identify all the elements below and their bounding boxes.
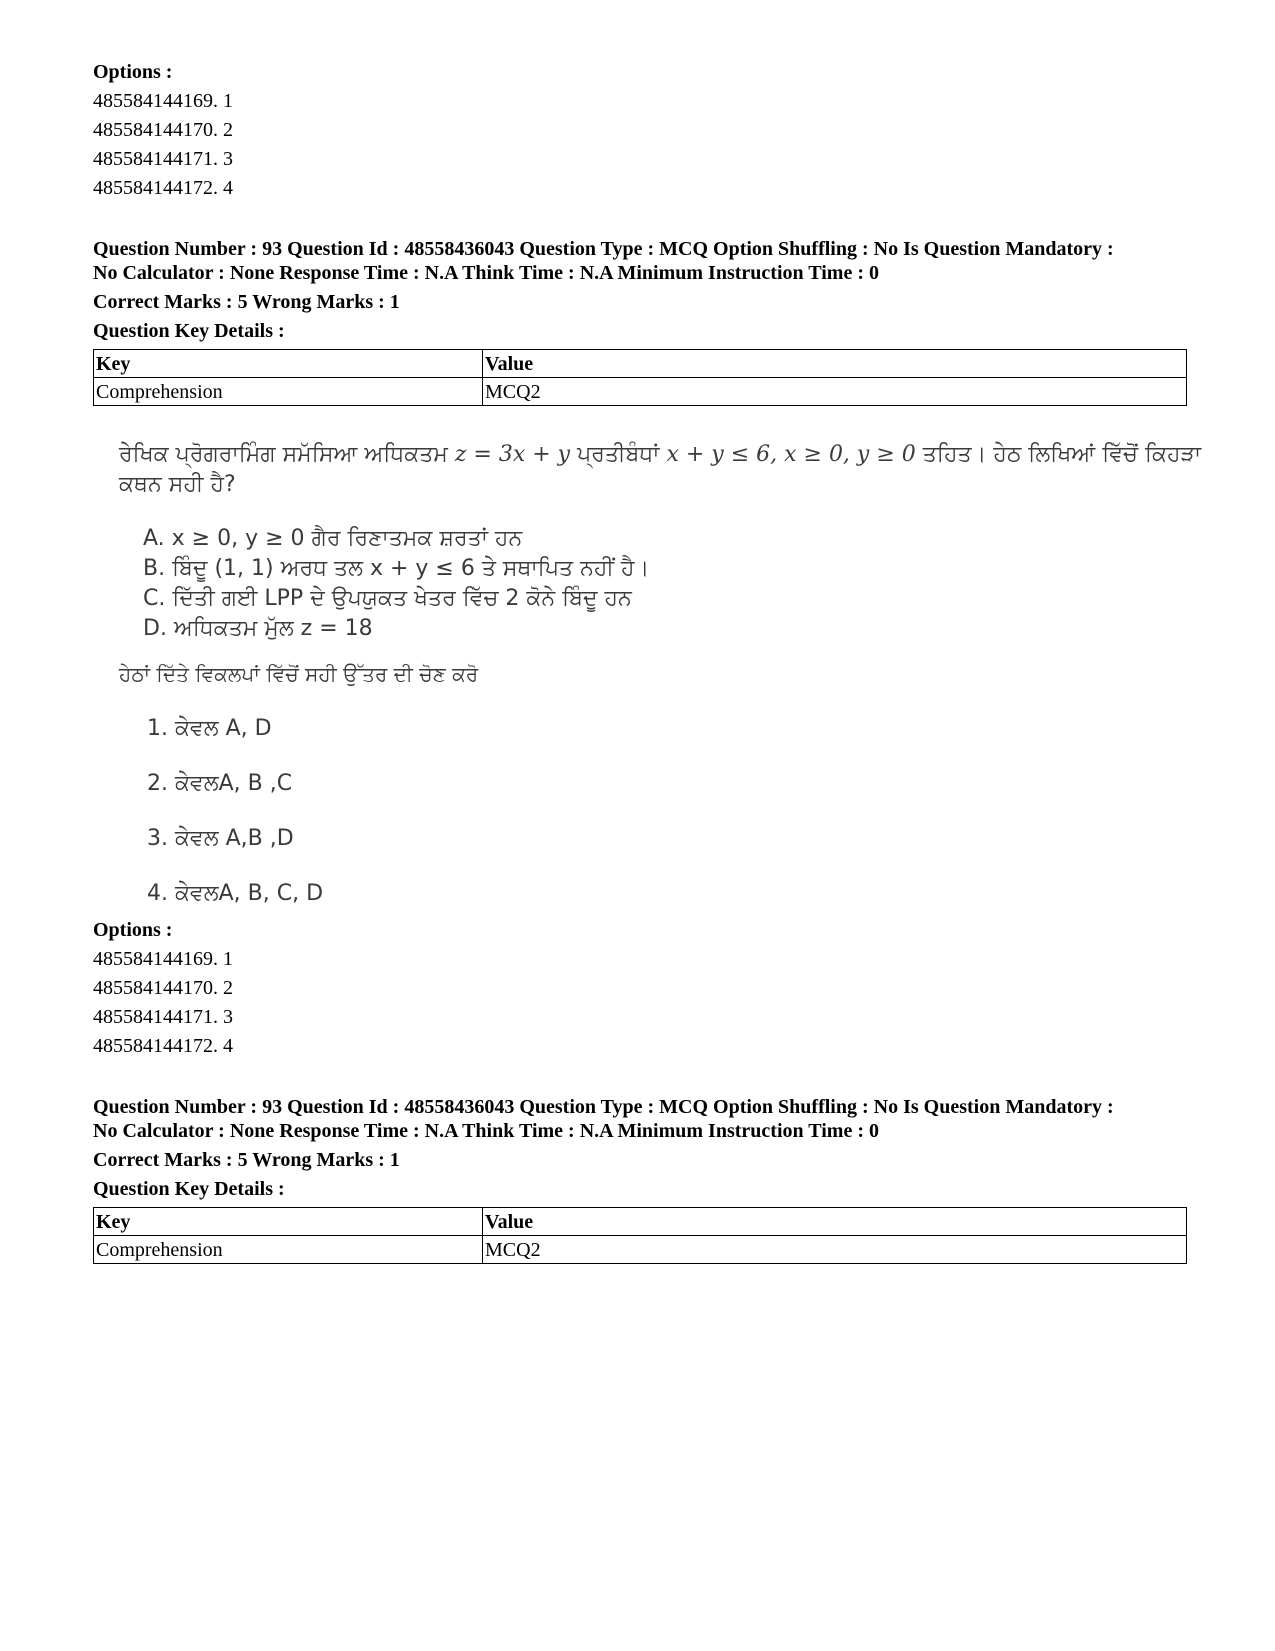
table-cell-key: Comprehension	[94, 378, 483, 406]
question-stem-line1: ਰੇਖਿਕ ਪ੍ਰੋਗਰਾਮਿੰਗ ਸਮੱਸਿਆ ਅਧਿਕਤਮ z = 3x + y ਪ੍ਰਤੀਬੰਧਾਂ x + y ≤ 6, x ≥ 0, y ≥ 0 ਤਹਿਤ। ਹੇਠ ਲਿਖਿਆਂ ਵਿੱਚੋਂ ਕਿਹੜਾ	[119, 442, 1202, 467]
statement-c: C. ਦਿੱਤੀ ਗਈ LPP ਦੇ ਉਪਯੁਕਤ ਖੇਤਰ ਵਿੱਚ 2 ਕੋਨੇ ਬਿੰਦੂ ਹਨ	[143, 586, 632, 611]
statement-b: B. ਬਿੰਦੂ (1, 1) ਅਰਧ ਤਲ x + y ≤ 6 ਤੇ ਸਥਾਪਿਤ ਨਹੀਂ ਹੈ।	[143, 556, 650, 581]
table-cell-key: Comprehension	[94, 1236, 483, 1264]
option-line: 485584144169. 1	[93, 90, 233, 112]
options-block-bottom	[93, 916, 1187, 1061]
question-meta	[93, 237, 1187, 346]
table-header-value: Value	[483, 1208, 1187, 1236]
table-cell-value: MCQ2	[483, 1236, 1187, 1264]
marks-line: Correct Marks : 5 Wrong Marks : 1	[93, 1149, 400, 1171]
key-details-label: Question Key Details :	[93, 1178, 285, 1200]
table-header-key: Key	[94, 350, 483, 378]
question-meta-2	[93, 1095, 1187, 1204]
choice-1: 1. ਕੇਵਲ A, D	[147, 716, 272, 741]
question-instruction: ਹੇਠਾਂ ਦਿੱਤੇ ਵਿਕਲਪਾਂ ਵਿੱਚੋਂ ਸਹੀ ਉੱਤਰ ਦੀ ਚੋਣ ਕਰੋ	[119, 662, 479, 686]
options-heading: Options :	[93, 61, 173, 83]
option-line: 485584144172. 4	[93, 177, 233, 199]
key-details-table	[93, 349, 1187, 406]
options-block-top	[93, 58, 1187, 203]
table-cell-value: MCQ2	[483, 378, 1187, 406]
choice-3: 3. ਕੇਵਲ A,B ,D	[147, 826, 294, 851]
statement-d: D. ਅਧਿਕਤਮ ਮੁੱਲ z = 18	[143, 616, 373, 641]
option-line: 485584144170. 2	[93, 119, 233, 141]
option-line: 485584144171. 3	[93, 148, 233, 170]
question-stem-line2: ਕਥਨ ਸਹੀ ਹੈ?	[119, 472, 236, 497]
table-header-value: Value	[483, 350, 1187, 378]
table-header-key: Key	[94, 1208, 483, 1236]
option-line: 485584144172. 4	[93, 1035, 233, 1057]
document-page	[93, 58, 1202, 1264]
key-details-table-2	[93, 1207, 1187, 1264]
options-heading: Options :	[93, 919, 173, 941]
key-details-label: Question Key Details :	[93, 320, 285, 342]
question-meta-line1: Question Number : 93 Question Id : 48558436043 Question Type : MCQ Option Shuffling : No Is Question Mandatory :	[93, 238, 1114, 260]
question-meta-line1: Question Number : 93 Question Id : 48558436043 Question Type : MCQ Option Shuffling : No Is Question Mandatory :	[93, 1096, 1114, 1118]
choice-4: 4. ਕੇਵਲA, B, C, D	[147, 881, 324, 906]
question-image	[119, 406, 1202, 916]
marks-line: Correct Marks : 5 Wrong Marks : 1	[93, 291, 400, 313]
question-meta-line2: No Calculator : None Response Time : N.A Think Time : N.A Minimum Instruction Time : 0	[93, 1120, 879, 1142]
choice-2: 2. ਕੇਵਲA, B ,C	[147, 771, 293, 796]
statement-a: A. x ≥ 0, y ≥ 0 ਗੈਰ ਰਿਣਾਤਮਕ ਸ਼ਰਤਾਂ ਹਨ	[143, 526, 523, 551]
table-row	[94, 378, 1187, 406]
option-line: 485584144171. 3	[93, 1006, 233, 1028]
option-line: 485584144170. 2	[93, 977, 233, 999]
question-meta-line2: No Calculator : None Response Time : N.A Think Time : N.A Minimum Instruction Time : 0	[93, 262, 879, 284]
table-row	[94, 1236, 1187, 1264]
table-header-row	[94, 350, 1187, 378]
table-header-row	[94, 1208, 1187, 1236]
option-line: 485584144169. 1	[93, 948, 233, 970]
